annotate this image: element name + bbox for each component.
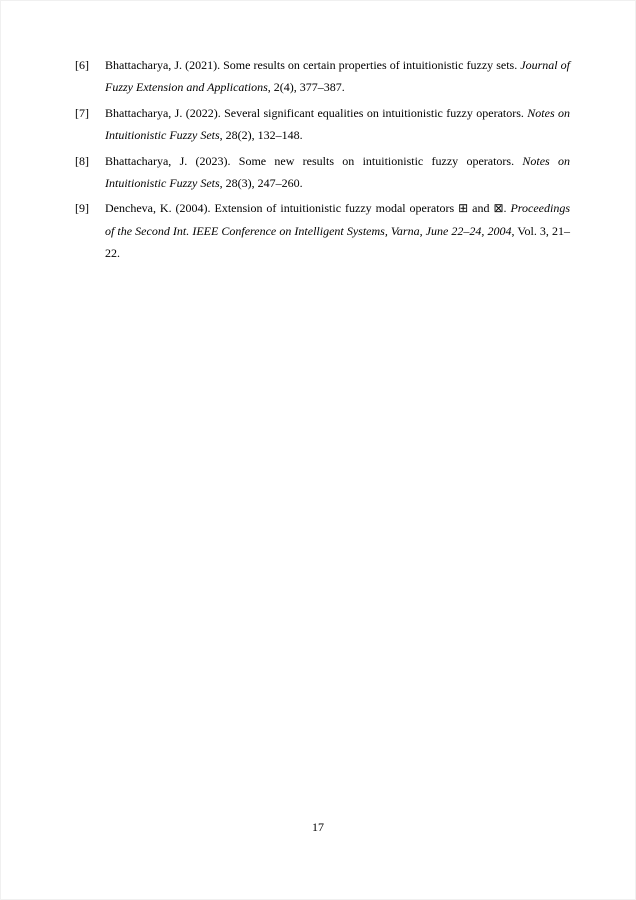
reference-entry-8 [75,150,570,195]
reference-text [105,150,570,195]
reference-text [105,54,570,99]
reference-label: [6] [75,58,89,72]
reference-text [105,102,570,147]
reference-title-text: Dencheva, K. (2004). Extension of intuitionistic fuzzy modal operators ⊞ and ⊠. [105,201,511,216]
reference-entry-6 [75,54,570,99]
reference-entry-9 [75,197,570,264]
reference-label: [8] [75,153,89,168]
reference-volume-pages: , 28(2), 132–148. [219,128,303,143]
reference-volume-pages: , 2(4), 377–387. [267,80,345,95]
reference-proceedings-name: Proceedings of the Second Int. IEEE Conference on Intelligent Systems, Varna, June 22–24, 2004 [105,201,570,238]
reference-journal-name: Journal of Fuzzy Extension and Applications [105,58,571,95]
reference-title-text: Bhattacharya, J. (2023). Some new results on intuitionistic fuzzy operators. [105,153,523,168]
reference-list [75,54,570,268]
reference-label: [7] [75,105,89,120]
reference-title-text: Bhattacharya, J. (2022). Several significant equalities on intuitionistic fuzzy operators. [105,105,528,120]
page-number: 17 [312,820,324,834]
reference-journal-name: Notes on Intuitionistic Fuzzy Sets [105,153,570,191]
reference-journal-name: Notes on Intuitionistic Fuzzy Sets [105,105,571,143]
reference-volume-pages: , 28(3), 247–260. [219,176,303,191]
reference-volume-pages: , Vol. 3, 21–22. [105,223,570,261]
reference-label: [9] [75,201,89,216]
reference-title-text: Bhattacharya, J. (2021). Some results on certain properties of intuitionistic fuzzy sets. [105,58,521,72]
reference-text [105,197,570,264]
reference-entry-7 [75,102,570,147]
